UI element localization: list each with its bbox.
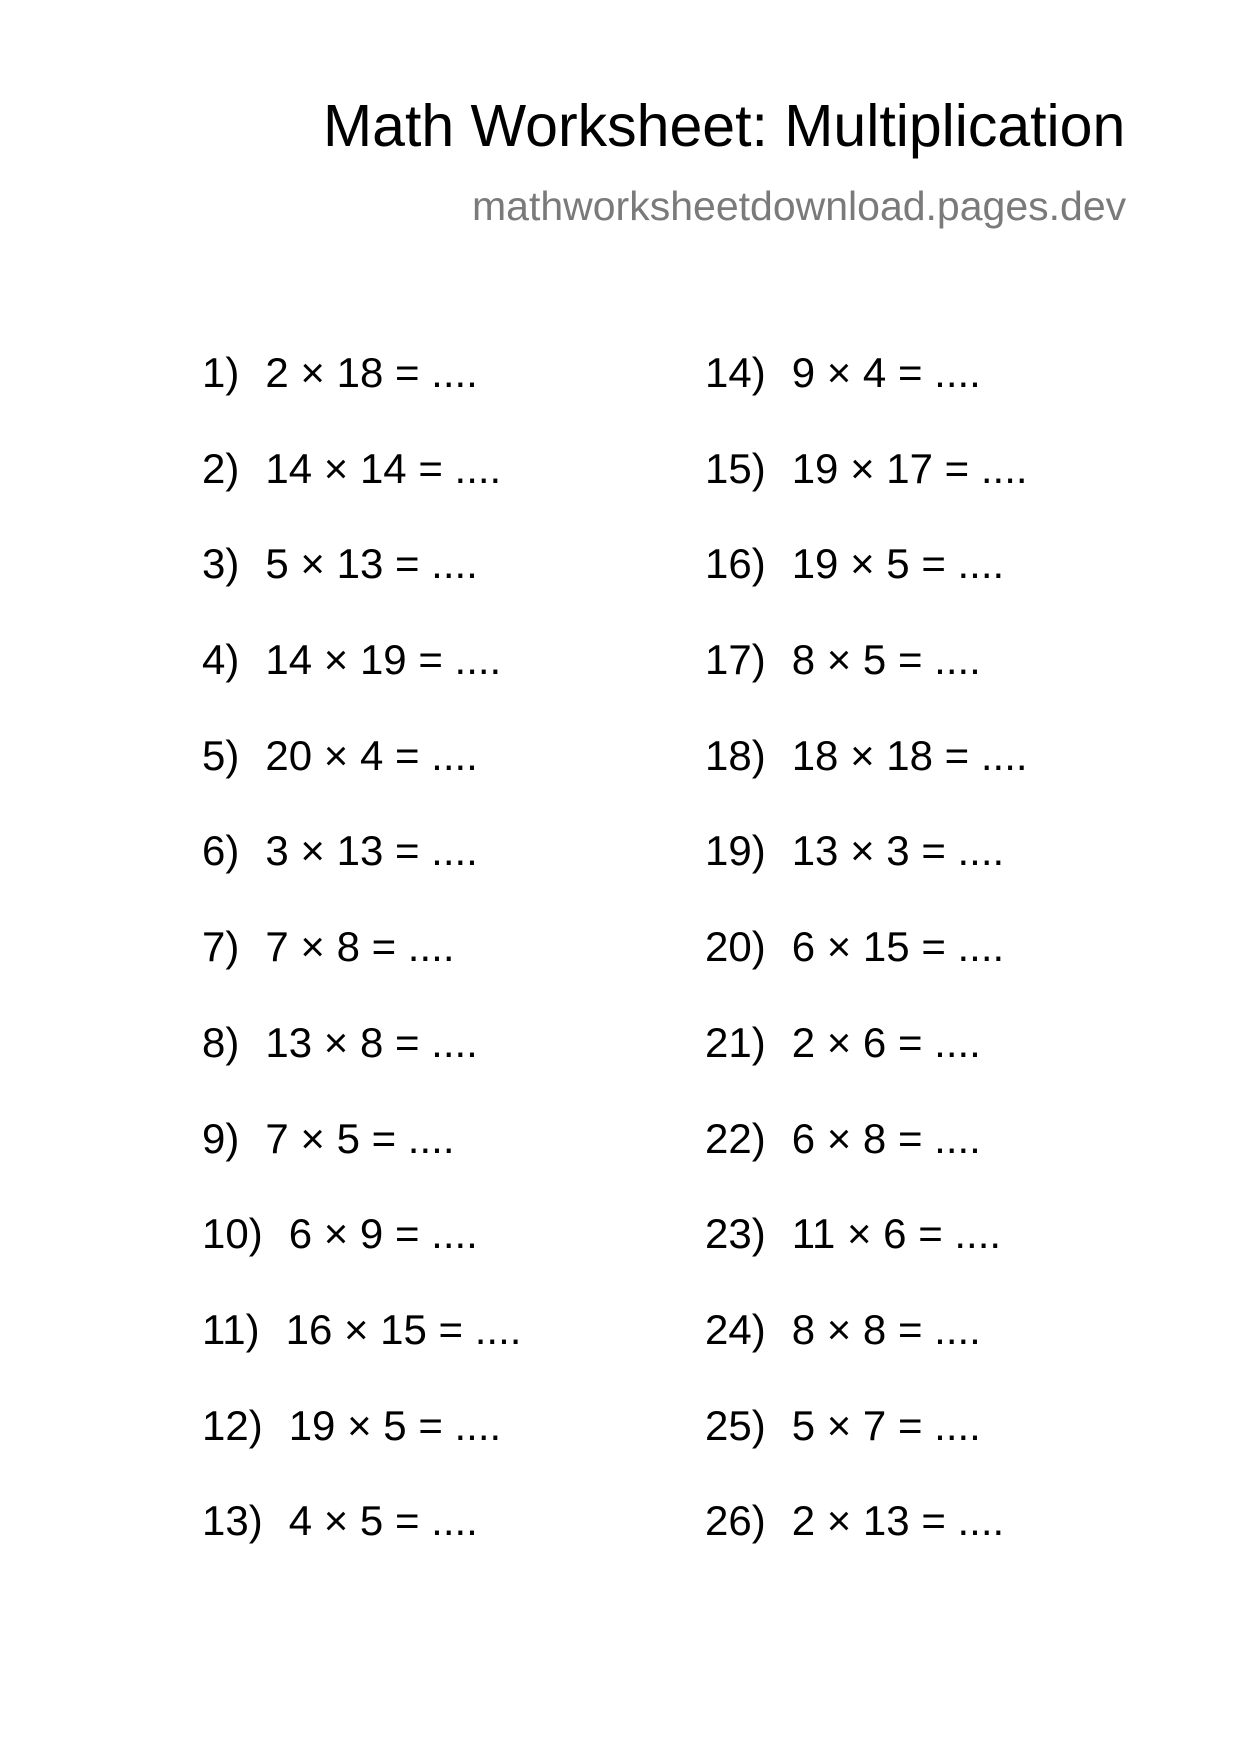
problem-item (202, 1018, 705, 1118)
problem-number: 9) (202, 1114, 240, 1162)
problem-number: 2) (202, 444, 240, 492)
problem-expression: 13 × 8 = .... (265, 1018, 478, 1066)
problem-item (202, 349, 705, 448)
problem-number: 13) (202, 1497, 263, 1545)
problem-number: 19) (705, 827, 766, 875)
problem-expression: 9 × 4 = .... (791, 349, 981, 396)
problem-grid (202, 349, 1102, 1596)
problem-item (705, 1018, 1102, 1118)
problem-expression: 18 × 18 = .... (791, 731, 1028, 779)
problem-expression: 19 × 5 = .... (288, 1401, 502, 1449)
problem-number: 24) (705, 1305, 766, 1353)
problem-expression: 20 × 4 = .... (265, 731, 478, 779)
problem-number: 12) (202, 1401, 263, 1449)
problem-item (202, 540, 705, 639)
problem-number: 17) (705, 636, 766, 684)
problem-number: 18) (705, 731, 766, 779)
problem-number: 4) (202, 636, 240, 684)
problem-expression: 7 × 8 = .... (265, 923, 455, 971)
problem-item (202, 827, 705, 926)
problem-expression: 2 × 18 = .... (265, 349, 478, 396)
problem-item (705, 1114, 1102, 1214)
problem-expression: 6 × 9 = .... (288, 1210, 478, 1258)
problem-item (202, 1210, 705, 1309)
problem-number: 23) (705, 1210, 766, 1258)
problem-number: 5) (202, 731, 240, 779)
problem-number: 10) (202, 1210, 263, 1258)
problem-item (705, 923, 1102, 1022)
problem-number: 3) (202, 540, 240, 588)
problem-expression: 8 × 8 = .... (791, 1305, 981, 1353)
problem-expression: 2 × 13 = .... (791, 1497, 1005, 1545)
problem-expression: 14 × 19 = .... (265, 636, 502, 684)
problem-item (705, 349, 1102, 448)
problem-item (705, 636, 1102, 735)
problem-number: 26) (705, 1497, 766, 1545)
problem-item (705, 1305, 1102, 1405)
problem-item (202, 731, 705, 831)
problem-expression: 14 × 14 = .... (265, 444, 502, 492)
page-title: Math Worksheet: Multiplication (323, 93, 1126, 159)
problem-number: 7) (202, 923, 240, 971)
problem-number: 6) (202, 827, 240, 875)
problem-item (202, 1401, 705, 1501)
problem-number: 16) (705, 540, 766, 588)
problem-number: 11) (202, 1305, 260, 1353)
problem-number: 1) (202, 349, 240, 396)
problem-expression: 6 × 8 = .... (791, 1114, 981, 1162)
problem-expression: 7 × 5 = .... (265, 1114, 455, 1162)
problem-number: 22) (705, 1114, 766, 1162)
problem-number: 25) (705, 1401, 766, 1449)
problem-number: 20) (705, 923, 766, 971)
problem-item (705, 1497, 1102, 1596)
problem-item (202, 636, 705, 735)
problem-expression: 6 × 15 = .... (791, 923, 1005, 971)
problem-item (705, 540, 1102, 639)
problem-expression: 19 × 5 = .... (791, 540, 1005, 588)
problem-expression: 13 × 3 = .... (791, 827, 1005, 875)
problem-expression: 16 × 15 = .... (285, 1305, 522, 1353)
problem-item (202, 444, 705, 544)
problem-expression: 4 × 5 = .... (288, 1497, 478, 1545)
site-url: mathworksheetdownload.pages.dev (472, 183, 1127, 229)
problem-item (705, 1210, 1102, 1309)
problem-expression: 19 × 17 = .... (791, 444, 1028, 492)
problem-expression: 2 × 6 = .... (791, 1018, 981, 1066)
problem-item (202, 1497, 705, 1596)
problem-expression: 3 × 13 = .... (265, 827, 478, 875)
problem-number: 21) (705, 1018, 766, 1066)
problem-expression: 11 × 6 = .... (791, 1210, 1002, 1258)
problem-expression: 5 × 13 = .... (265, 540, 478, 588)
problem-item (202, 923, 705, 1022)
problem-item (202, 1305, 705, 1405)
problem-item (705, 444, 1102, 544)
problem-expression: 8 × 5 = .... (791, 636, 981, 684)
problem-item (202, 1114, 705, 1214)
problem-number: 14) (705, 349, 766, 396)
problem-item (705, 731, 1102, 831)
problem-item (705, 1401, 1102, 1501)
problem-item (705, 827, 1102, 926)
problem-number: 15) (705, 444, 766, 492)
problem-expression: 5 × 7 = .... (791, 1401, 981, 1449)
problem-number: 8) (202, 1018, 240, 1066)
